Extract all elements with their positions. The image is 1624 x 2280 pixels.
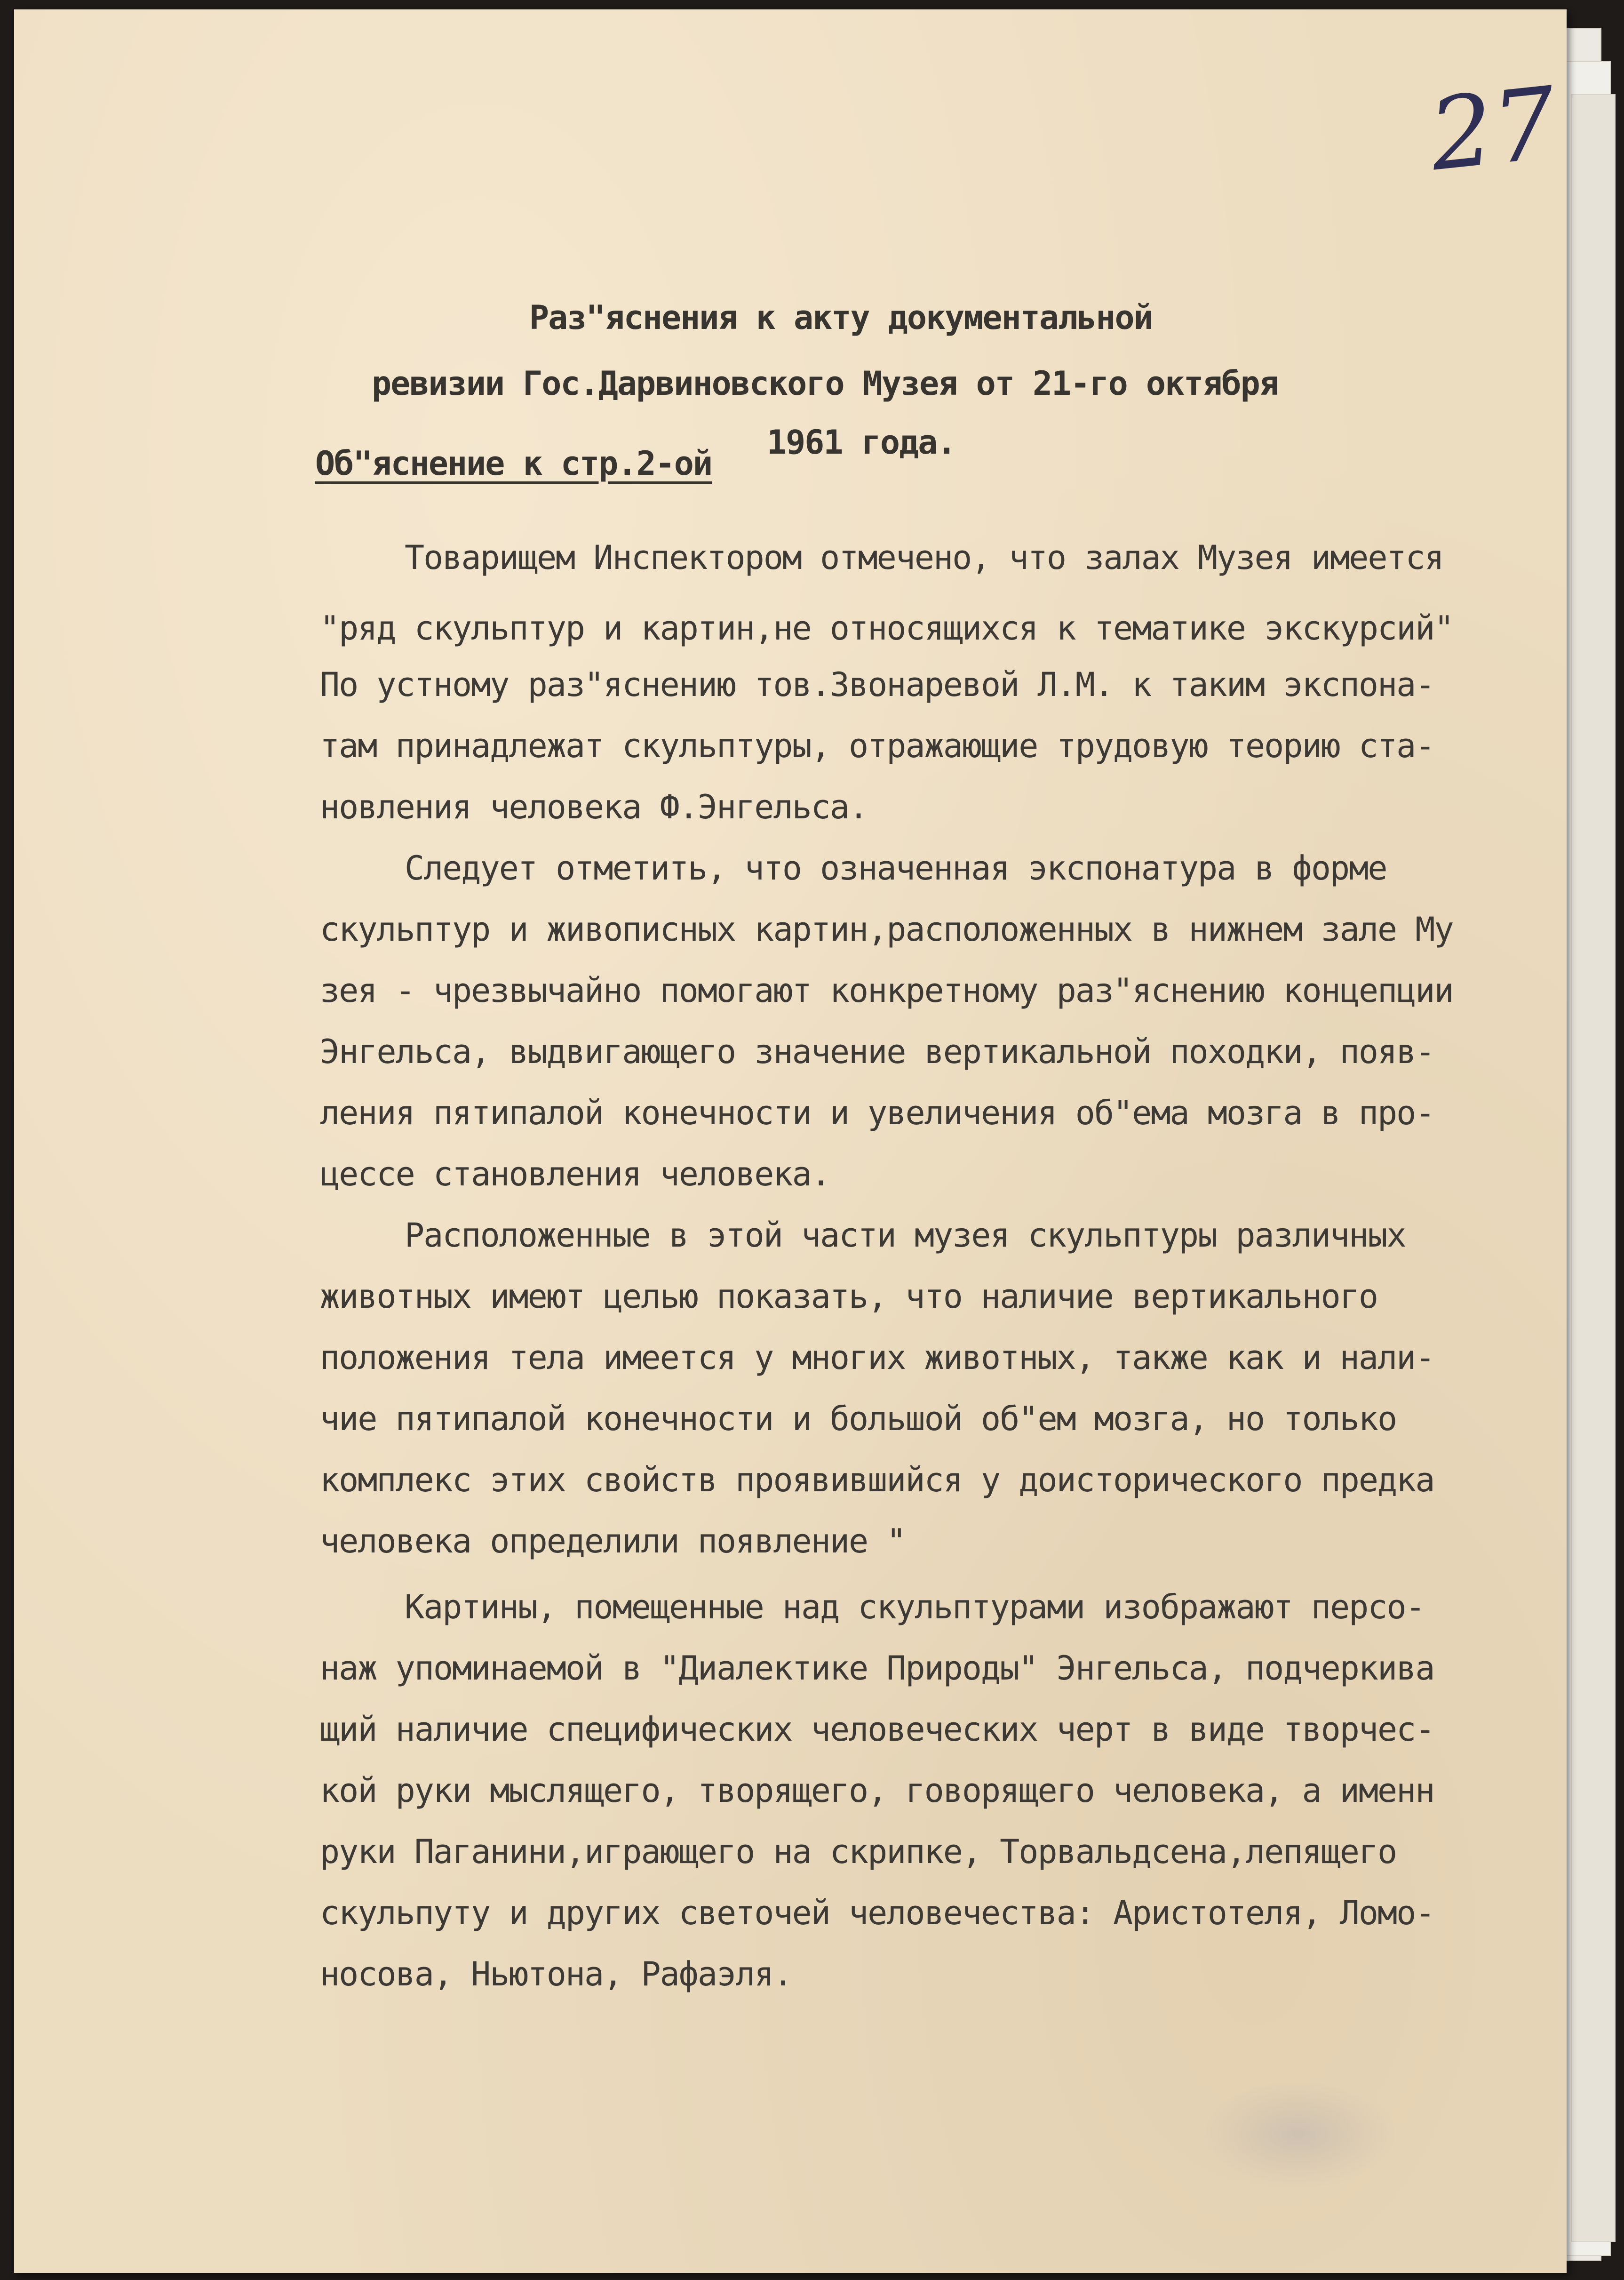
title-line-1: Раз"яснения к акту документальной: [529, 298, 1153, 337]
body-line: чие пятипалой конечности и большой об"ем мозга, но только: [320, 1400, 1397, 1438]
body-line: цессе становления человека.: [320, 1155, 830, 1193]
title-line-2: ревизии Гос.Дарвиновского Музея от 21-го октября: [372, 364, 1278, 403]
body-line: По устному раз"яснению тов.Звонаревой Л.М. к таким экспона-: [320, 665, 1434, 704]
body-line: скульпуту и других светочей человечества: Аристотеля, Ломо-: [320, 1894, 1434, 1932]
body-line: животных имеют целью показать, что наличие вертикального: [320, 1277, 1378, 1316]
body-line: Картины, помещенные над скульптурами изображают персо-: [405, 1588, 1425, 1626]
body-line: "ряд скульптур и картин,не относящихся к тематике экскурсий": [320, 609, 1453, 648]
body-line: наж упоминаемой в "Диалектике Природы" Энгельса, подчеркива: [320, 1649, 1434, 1688]
underlying-sheet: [1571, 94, 1616, 2242]
body-line: зея - чрезвычайно помогают конкретному раз"яснению концепции: [320, 971, 1453, 1010]
body-line: Энгельса, выдвигающего значение вертикальной походки, появ-: [320, 1032, 1434, 1071]
body-line: там принадлежат скульптуры, отражающие трудовую теорию ста-: [320, 727, 1434, 765]
body-line: положения тела имеется у многих животных, также как и нали-: [320, 1338, 1434, 1377]
body-line: кой руки мыслящего, творящего, говорящего человека, а именн: [320, 1771, 1434, 1810]
body-line: скульптур и живописных картин,расположенных в нижнем зале Му: [320, 910, 1453, 949]
body-line: новления человека Ф.Энгельса.: [320, 788, 868, 826]
subheading: Об"яснение к стр.2-ой: [315, 444, 712, 483]
ink-smudge: [1200, 2080, 1397, 2188]
body-line: человека определили появление ": [320, 1522, 906, 1560]
body-line: ления пятипалой конечности и увеличения об"ема мозга в про-: [320, 1094, 1434, 1132]
body-line: комплекс этих свойств проявившийся у доисторического предка: [320, 1461, 1434, 1499]
body-line: щий наличие специфических человеческих черт в виде творчес-: [320, 1710, 1434, 1749]
body-line: руки Паганини,играющего на скрипке, Торвальдсена,лепящего: [320, 1832, 1397, 1871]
body-line: Следует отметить, что означенная экспонатура в форме: [405, 849, 1387, 888]
document-page: [14, 9, 1567, 2273]
body-line: Товарищем Инспектором отмечено, что залах Музея имеется: [405, 538, 1443, 577]
body-line: Расположенные в этой части музея скульптуры различных: [405, 1216, 1406, 1255]
folio-number: 27: [1424, 65, 1562, 193]
body-line: носова, Ньютона, Рафаэля.: [320, 1955, 792, 1993]
title-line-3: 1961 года.: [767, 423, 956, 462]
